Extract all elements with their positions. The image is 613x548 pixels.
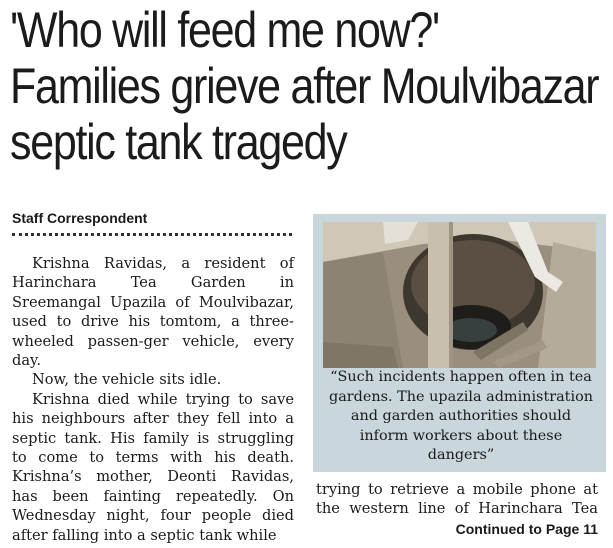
photo-caption: “Such incidents happen often in tea gardens. The upazila administration and garden authorities should inform workers about these dangers”: [328, 369, 593, 463]
byline: Staff Correspondent: [12, 210, 148, 226]
article-column-1: [12, 254, 294, 545]
headline: [10, 2, 599, 170]
paragraph-1: Krishna Ravidas, a resident of Harinchara Tea Garden in Sreemangal Upazila of Moulvibazar, used to drive his tomtom, a three-wheeled passen-ger vehicle, every day.: [12, 255, 294, 370]
continued-link[interactable]: Continued to Page 11: [455, 521, 598, 537]
photo-box: [313, 214, 606, 472]
septic-tank-photo: [323, 222, 596, 368]
paragraph-3: Krishna died while trying to save his neighbours after they fell into a septic tank. His family is struggling to come to terms with his death. Krishna’s mother, Deonti Ravidas, has been fainting repeatedly. On Wednesday night, four people died after falling into a septic tank while: [12, 390, 294, 544]
dotted-divider: [12, 233, 292, 236]
paragraph-2: Now, the vehicle sits idle.: [32, 371, 222, 389]
headline-line-3: septic tank tragedy: [10, 114, 347, 170]
headline-line-2: Families grieve after Moulvibazar: [10, 58, 599, 114]
headline-line-1: 'Who will feed me now?': [10, 2, 439, 58]
article-column-2: [316, 480, 598, 519]
paragraph-4: trying to retrieve a mobile phone at the western line of Harinchara Tea: [316, 481, 598, 518]
